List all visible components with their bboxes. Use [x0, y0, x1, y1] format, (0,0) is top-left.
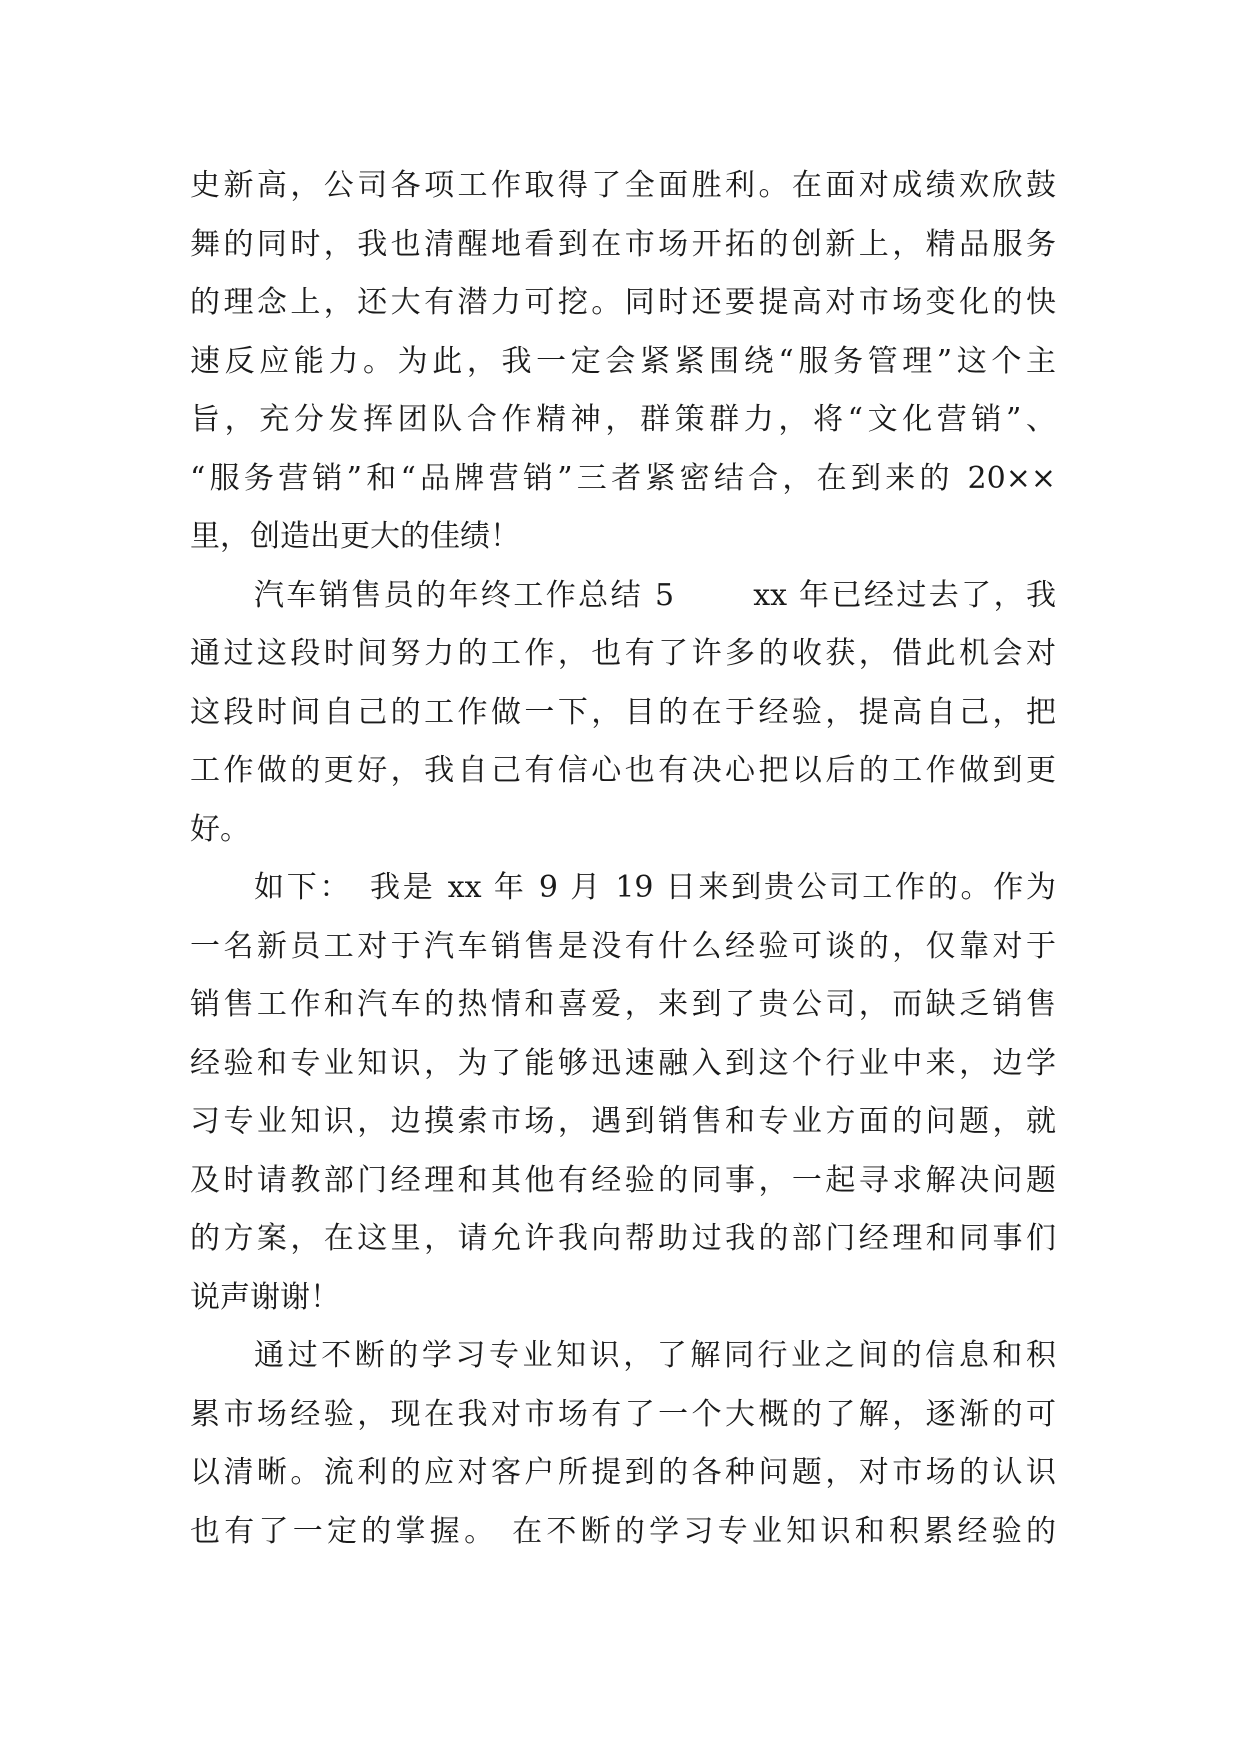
text-line: 的方案，在这里，请允许我向帮助过我的部门经理和同事们 [190, 1221, 1056, 1256]
text-line: 这段时间自己的工作做一下，目的在于经验，提高自己，把 [190, 694, 1056, 730]
paragraph-start-line: 汽车销售员的年终工作总结 5 xx 年已经过去了，我 [254, 577, 1056, 613]
text-line: 以清晰。流利的应对客户所提到的各种问题，对市场的认识 [190, 1455, 1056, 1490]
text-line: 一名新员工对于汽车销售是没有什么经验可谈的，仅靠对于 [190, 928, 1056, 964]
text-line: 销售工作和汽车的热情和喜爱，来到了贵公司，而缺乏销售 [190, 987, 1056, 1022]
text-line: 好。 [190, 811, 250, 847]
text-line: 速反应能力。为此，我一定会紧紧围绕“服务管理”这个主 [190, 343, 1056, 379]
text-line: 里，创造出更大的佳绩！ [190, 519, 520, 554]
document-body [190, 157, 1056, 1561]
text-line: 说声谢谢！ [190, 1279, 340, 1315]
text-line: 工作做的更好，我自己有信心也有决心把以后的工作做到更 [190, 753, 1056, 788]
text-line: 及时请教部门经理和其他有经验的同事，一起寻求解决问题 [190, 1162, 1056, 1198]
text-line: 旨，充分发挥团队合作精神，群策群力，将“文化营销”、 [190, 402, 1056, 437]
text-line: 舞的同时，我也清醒地看到在市场开拓的创新上，精品服务 [190, 226, 1056, 262]
text-line: 经验和专业知识，为了能够迅速融入到这个行业中来，边学 [190, 1045, 1056, 1081]
text-line: 习专业知识，边摸索市场，遇到销售和专业方面的问题，就 [190, 1104, 1056, 1139]
text-line: 累市场经验，现在我对市场有了一个大概的了解，逐渐的可 [190, 1396, 1056, 1432]
text-line: 的理念上，还大有潜力可挖。同时还要提高对市场变化的快 [190, 285, 1056, 320]
paragraph-start-line: 通过不断的学习专业知识，了解同行业之间的信息和积 [254, 1338, 1056, 1373]
text-line: 通过这段时间努力的工作，也有了许多的收获，借此机会对 [190, 636, 1056, 671]
text-line: “服务营销”和“品牌营销”三者紧密结合，在到来的 20×× [190, 460, 1056, 496]
text-line: 也有了一定的掌握。 在不断的学习专业知识和积累经验的 [190, 1513, 1056, 1549]
text-line: 史新高，公司各项工作取得了全面胜利。在面对成绩欢欣鼓 [190, 168, 1056, 203]
paragraph-start-line: 如下： 我是 xx 年 9 月 19 日来到贵公司工作的。作为 [254, 870, 1056, 905]
